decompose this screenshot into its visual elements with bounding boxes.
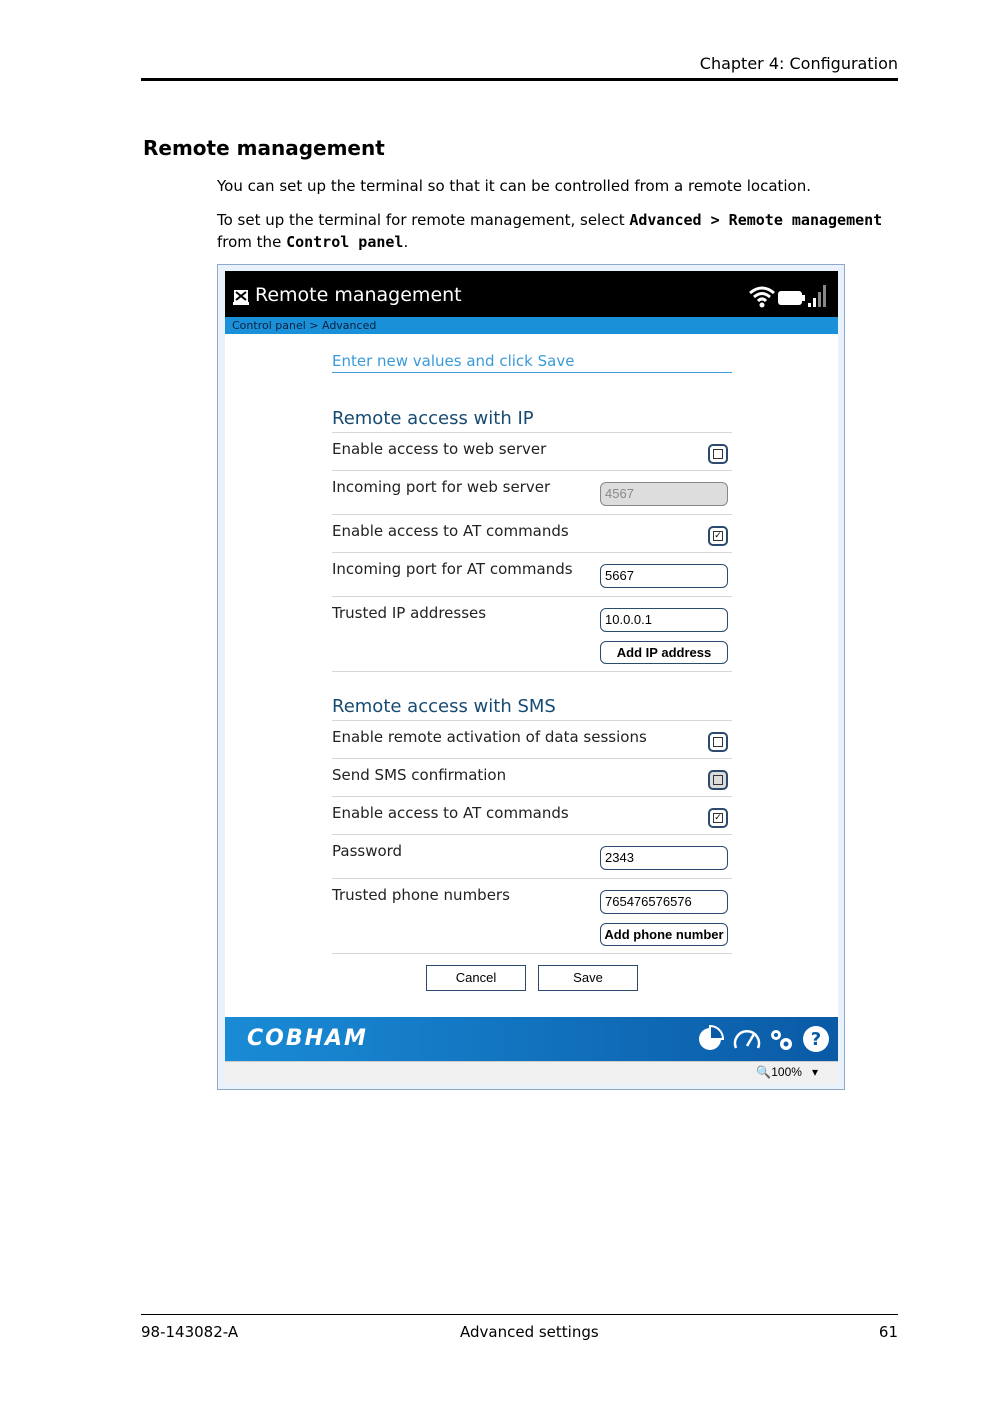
antenna-icon bbox=[233, 287, 251, 305]
data-sessions-checkbox[interactable] bbox=[708, 732, 728, 752]
sms-confirm-label: Send SMS confirmation bbox=[332, 766, 507, 784]
brand-footer bbox=[225, 1017, 838, 1061]
data-sessions-row bbox=[332, 720, 732, 758]
instruction-control-panel: Control panel bbox=[286, 233, 404, 251]
trusted-phone-input[interactable]: 765476576576 bbox=[600, 890, 728, 914]
at-access-row bbox=[332, 514, 732, 552]
at-port-label: Incoming port for AT commands bbox=[332, 560, 573, 578]
signal-icon bbox=[808, 285, 826, 307]
doc-number: 98-143082-A bbox=[141, 1323, 239, 1341]
app-title-bar bbox=[225, 271, 838, 317]
checkbox-box bbox=[713, 449, 723, 459]
trusted-phone-label: Trusted phone numbers bbox=[332, 886, 510, 904]
at-port-row bbox=[332, 552, 732, 596]
footer-nav-icons bbox=[696, 1024, 832, 1054]
cobham-logo: COBHAM bbox=[247, 1026, 368, 1051]
checkbox-box bbox=[713, 775, 723, 785]
intro-paragraph: You can set up the terminal so that it can be controlled from a remote location. bbox=[217, 177, 812, 195]
section-title: Remote management bbox=[143, 136, 385, 160]
breadcrumb[interactable]: Control panel > Advanced bbox=[225, 317, 838, 334]
gauge-icon bbox=[735, 1031, 759, 1048]
settings-gears-icon bbox=[771, 1030, 792, 1050]
zoom-level: 100% bbox=[771, 1065, 802, 1079]
add-phone-button[interactable]: Add phone number bbox=[600, 923, 728, 946]
chevron-down-icon: ▾ bbox=[805, 1065, 818, 1079]
data-sessions-label: Enable remote activation of data sessions bbox=[332, 728, 647, 746]
zoom-icon: 🔍 bbox=[756, 1065, 772, 1079]
sms-confirm-checkbox[interactable] bbox=[708, 770, 728, 790]
hint-text: Enter new values and click Save bbox=[332, 352, 732, 373]
sms-group-title: Remote access with SMS bbox=[332, 696, 556, 717]
add-ip-button[interactable]: Add IP address bbox=[600, 641, 728, 664]
save-button[interactable]: Save bbox=[538, 965, 638, 991]
check-mark-icon: ✓ bbox=[714, 813, 722, 823]
page-number: 61 bbox=[878, 1323, 898, 1341]
web-port-row bbox=[332, 470, 732, 514]
sms-at-access-checkbox[interactable] bbox=[708, 808, 728, 828]
sms-at-access-label: Enable access to AT commands bbox=[332, 804, 569, 822]
svg-text:?: ? bbox=[810, 1029, 822, 1050]
header-rule bbox=[141, 78, 898, 81]
trusted-ip-row bbox=[332, 596, 732, 672]
password-input[interactable]: 2343 bbox=[600, 846, 728, 870]
battery-icon bbox=[778, 291, 805, 305]
web-access-label: Enable access to web server bbox=[332, 440, 547, 458]
instruction-text-1: To set up the terminal for remote management, select bbox=[217, 211, 630, 229]
instruction-text-2: from the bbox=[217, 233, 287, 251]
footer-rule bbox=[141, 1314, 898, 1315]
trusted-ip-label: Trusted IP addresses bbox=[332, 604, 487, 622]
browser-status-bar bbox=[225, 1061, 838, 1084]
password-label: Password bbox=[332, 842, 403, 860]
screen-title: Remote management bbox=[255, 284, 462, 306]
cancel-button[interactable]: Cancel bbox=[426, 965, 526, 991]
zoom-control[interactable] bbox=[756, 1065, 818, 1079]
check-mark-icon: ✓ bbox=[714, 531, 722, 541]
at-port-input[interactable]: 5667 bbox=[600, 564, 728, 588]
trusted-ip-input[interactable]: 10.0.0.1 bbox=[600, 608, 728, 632]
settings-panel bbox=[225, 334, 838, 1017]
dashboard-pie-icon bbox=[699, 1026, 723, 1050]
screenshot-frame bbox=[217, 264, 845, 1090]
help-icon bbox=[803, 1026, 829, 1052]
password-row bbox=[332, 834, 732, 878]
checkbox-box bbox=[713, 737, 723, 747]
web-port-input[interactable]: 4567 bbox=[600, 482, 728, 506]
trusted-phone-row bbox=[332, 878, 732, 954]
chapter-header: Chapter 4: Configuration bbox=[699, 54, 898, 73]
at-access-checkbox[interactable] bbox=[708, 526, 728, 546]
status-icons bbox=[748, 283, 832, 309]
web-access-row bbox=[332, 432, 732, 470]
sms-confirm-row bbox=[332, 758, 732, 796]
sms-at-access-row bbox=[332, 796, 732, 834]
footer-section-name: Advanced settings bbox=[460, 1323, 599, 1341]
wifi-icon bbox=[750, 288, 774, 308]
instruction-menu-path: Advanced > Remote management bbox=[629, 211, 883, 229]
web-port-label: Incoming port for web server bbox=[332, 478, 551, 496]
web-access-checkbox[interactable] bbox=[708, 444, 728, 464]
instruction-text-3: . bbox=[403, 233, 409, 251]
ip-group-title: Remote access with IP bbox=[332, 408, 534, 429]
instruction-paragraph bbox=[217, 209, 907, 253]
at-access-label: Enable access to AT commands bbox=[332, 522, 569, 540]
